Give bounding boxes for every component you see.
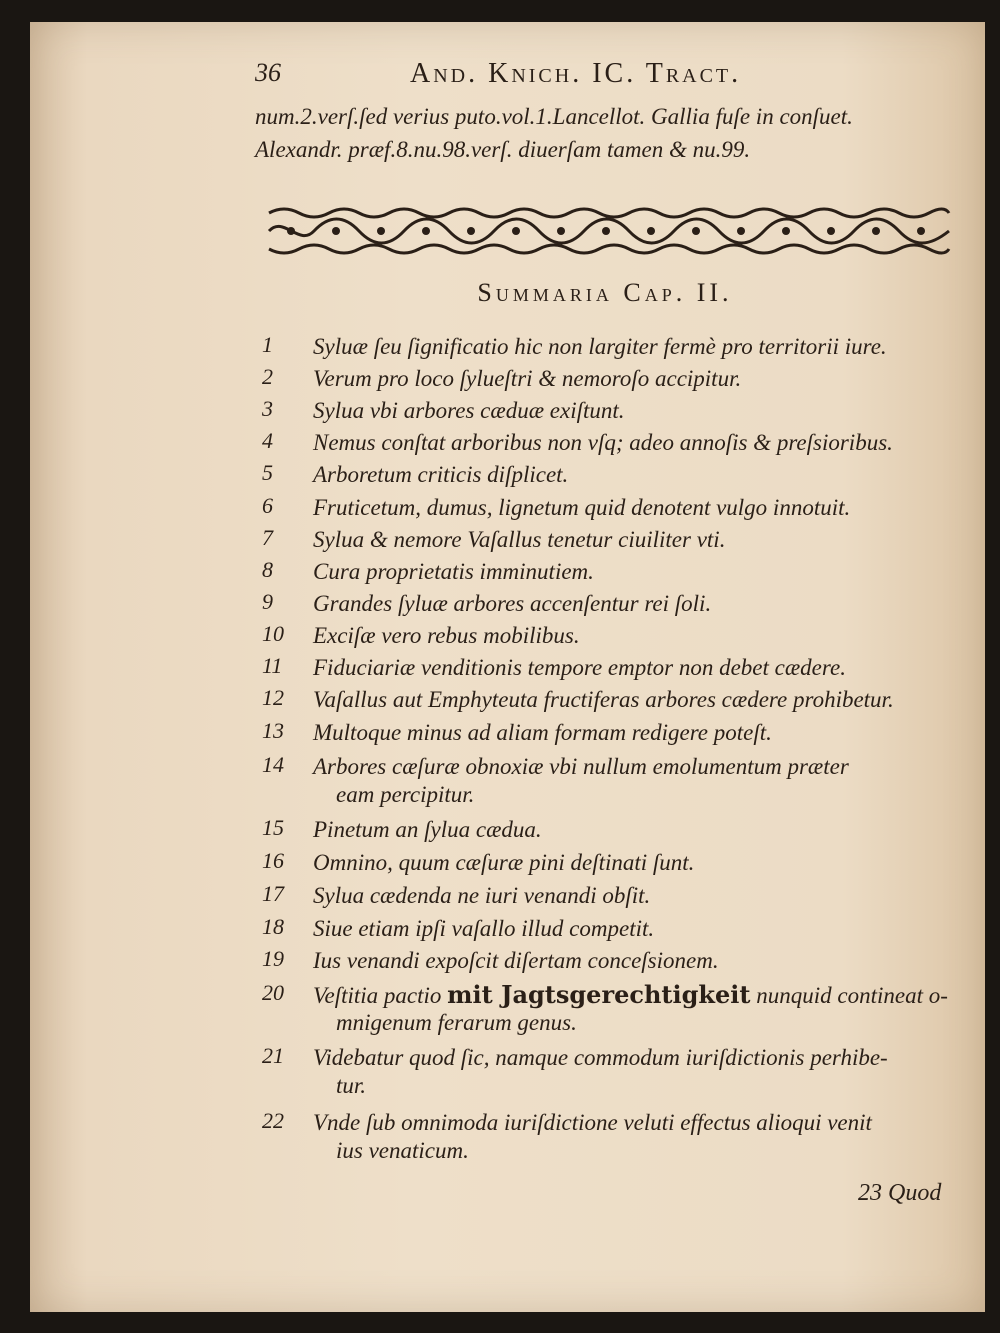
entry-number: 20 [262,980,284,1005]
running-head [0,58,1000,98]
decorative-ornament-band [264,205,954,257]
entry-text: Videbatur quod ſic, namque commodum iuriſdictionis perhibe- [313,1045,888,1070]
summary-heading: Summaria Cap. II. [477,278,733,307]
entry-text: Multoque minus ad aliam formam redigere poteſt. [313,720,772,745]
entry-text: Pinetum an ſylua cædua. [313,817,542,842]
entry-text: Omnino, quum cæſuræ pini deſtinati ſunt. [313,850,695,875]
entry-number: 2 [262,364,273,389]
entry-text-continuation: eam percipitur. [336,782,475,807]
entry-number: 15 [262,815,284,840]
entry-number: 21 [262,1043,284,1068]
entry-text: Sylua cædenda ne iuri venandi obſit. [313,883,651,908]
entry-number: 12 [262,685,284,710]
entry-number: 8 [262,557,273,582]
entry-number: 14 [262,752,284,777]
blackletter-text: mit Jagtsgerechtigkeit [447,980,751,1009]
entry-number: 6 [262,493,273,518]
page-number: 36 [255,58,281,87]
entry-text: Vnde ſub omnimoda iuriſdictione veluti effectus alioqui venit [313,1110,872,1135]
continuation-line: Alexandr. præf.8.nu.98.verſ. diuerſam tamen & nu.99. [255,137,751,162]
entry-text: Ius venandi expoſcit diſertam conceſsionem. [313,948,719,973]
entry-text: Exciſæ vero rebus mobilibus. [313,623,580,648]
entry-number: 10 [262,621,284,646]
entry-number: 18 [262,914,284,939]
entry-text-continuation: tur. [336,1073,367,1098]
entry-text-continuation: mnigenum ferarum genus. [336,1010,577,1035]
entry-text: Grandes ſyluæ arbores accenſentur rei ſoli. [313,591,712,616]
entry-text: Vaſallus aut Emphyteuta fructiferas arbores cædere prohibetur. [313,687,894,712]
entry-text: Nemus conſtat arboribus non vſq; adeo annoſis & preſsioribus. [313,430,893,455]
running-title: And. Knich. IC. Tract. [410,58,742,89]
entry-text: Verum pro loco ſylueſtri & nemoroſo accipitur. [313,366,742,391]
entry-text: Arboretum criticis diſplicet. [313,462,569,487]
catchword: 23 Quod [858,1180,942,1206]
entry-text-part: nunquid contineat o- [756,983,948,1008]
entry-number: 22 [262,1108,284,1133]
entry-number: 1 [262,332,273,357]
continuation-line: num.2.verſ.ſed verius puto.vol.1.Lancellot. Gallia fuſe in conſuet. [255,104,853,129]
entry-text-part: Veſtitia pactio [313,983,442,1008]
entry-number: 3 [262,396,273,421]
entry-text: Syluæ ſeu ſignificatio hic non largiter fermè pro territorii iure. [313,334,887,359]
entry-number: 11 [262,653,283,678]
entry-number: 9 [262,589,273,614]
entry-text: Siue etiam ipſi vaſallo illud competit. [313,916,655,941]
entry-text-continuation: ius venaticum. [336,1138,469,1163]
entry-number: 17 [262,881,284,906]
entry-text: Cura proprietatis imminutiem. [313,559,594,584]
entry-text: Sylua vbi arbores cæduæ exiſtunt. [313,398,625,423]
entry-text: Sylua & nemore Vaſallus tenetur ciuiliter vti. [313,527,726,552]
entry-number: 4 [262,428,273,453]
entry-number: 13 [262,718,284,743]
entry-text: Fruticetum, dumus, lignetum quid denotent vulgo innotuit. [313,495,851,520]
entry-number: 7 [262,525,273,550]
entry-text [313,980,963,1011]
entry-number: 19 [262,946,284,971]
entry-text: Arbores cæſuræ obnoxiæ vbi nullum emolumentum præter [313,754,849,779]
entry-text: Fiduciariæ venditionis tempore emptor non debet cædere. [313,655,846,680]
entry-number: 16 [262,848,284,873]
entry-number: 5 [262,460,273,485]
